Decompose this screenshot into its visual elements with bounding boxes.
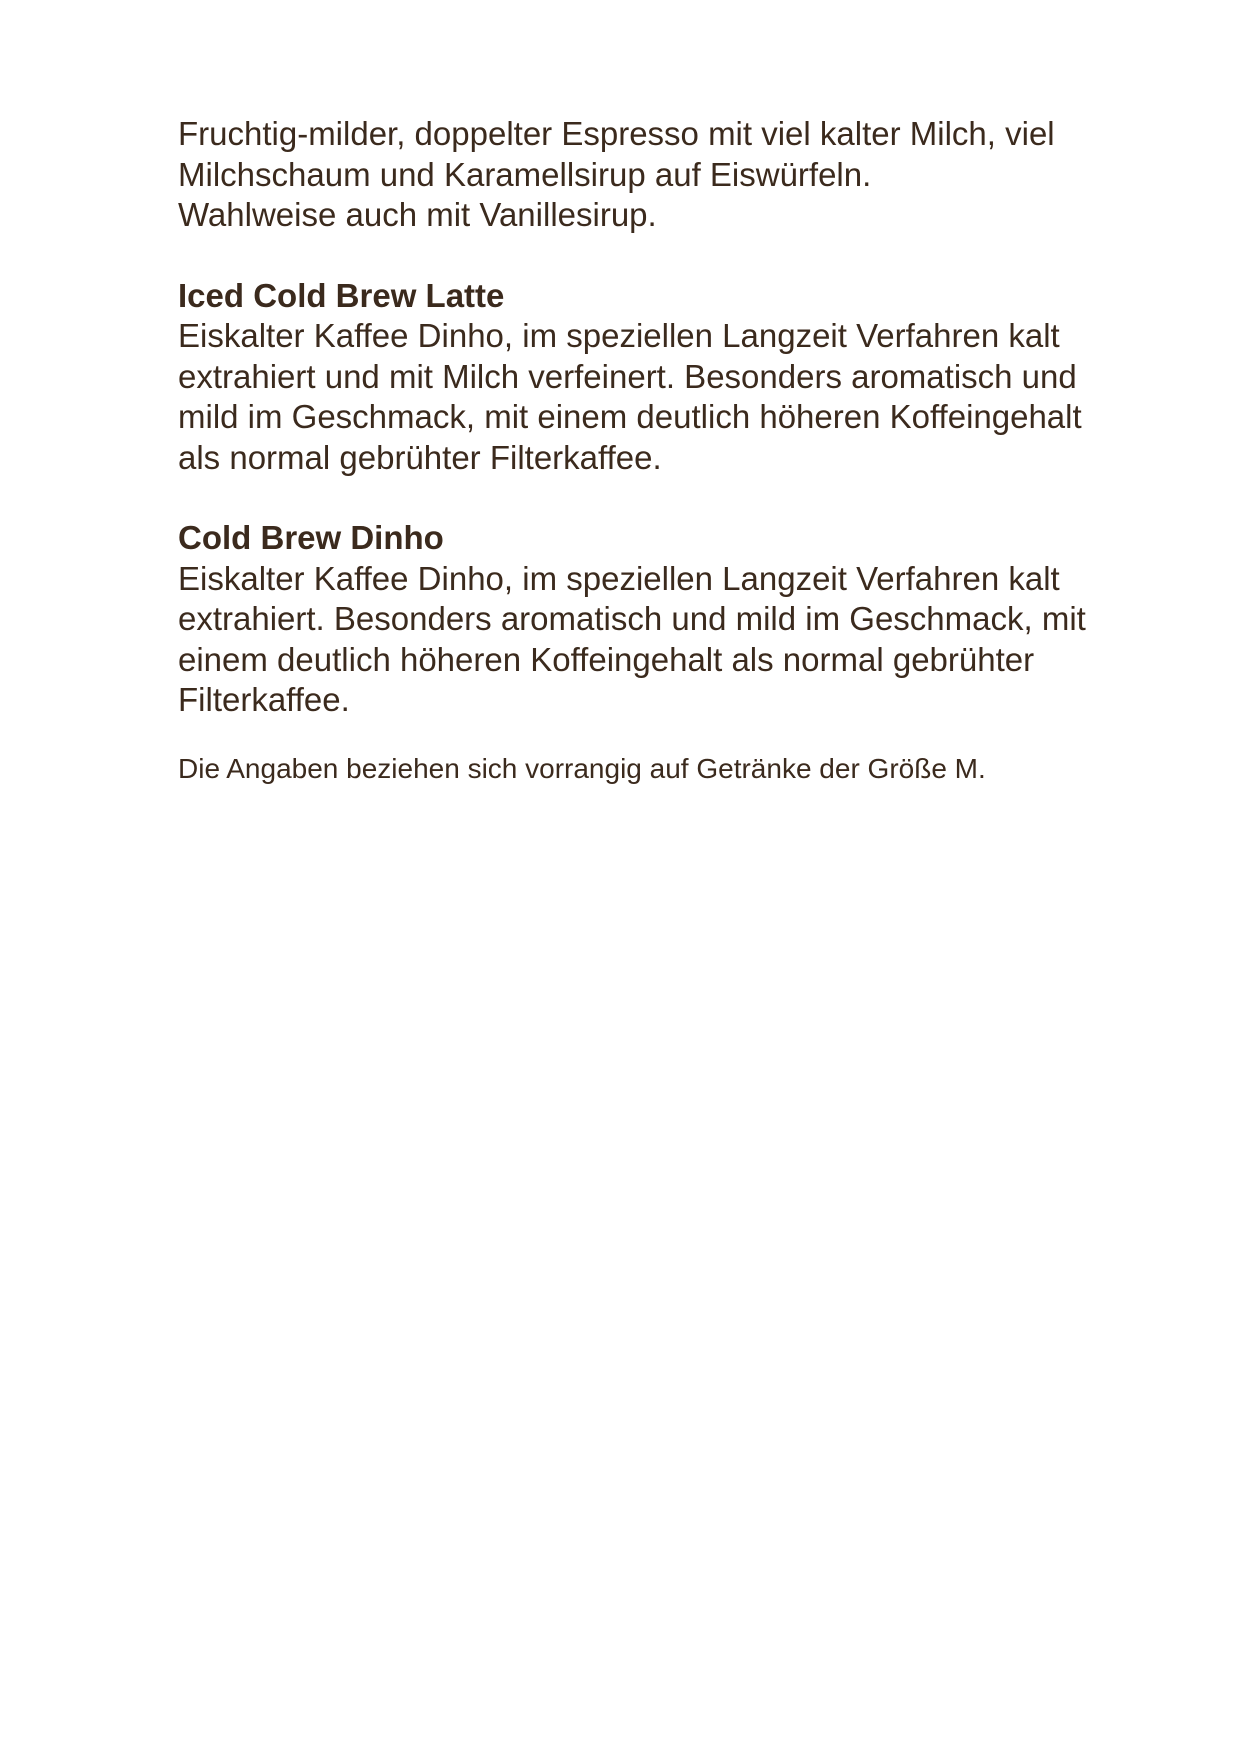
menu-item-description-line: Filterkaffee. [178,681,350,718]
menu-item-description-line: einem deutlich höheren Koffeingehalt als normal gebrühter [178,640,1035,678]
intro-line: Wahlweise auch mit Vanillesirup. [178,196,657,233]
menu-item-title: Iced Cold Brew Latte [178,276,505,314]
menu-item-description-line: Eiskalter Kaffee Dinho, im speziellen Langzeit Verfahren kalt [178,317,1060,354]
menu-item-description-line: Eiskalter Kaffee Dinho, im speziellen Langzeit Verfahren kalt [178,559,1060,597]
intro-line: Fruchtig-milder, doppelter Espresso mit viel kalter Milch, viel [178,115,1055,152]
menu-item-description-line: extrahiert. Besonders aromatisch und mild im Geschmack, mit [178,600,1086,637]
menu-item-title: Cold Brew Dinho [178,519,444,556]
menu-item-description-line: extrahiert und mit Milch verfeinert. Besonders aromatisch und [178,357,1077,395]
spacer [178,236,1168,276]
menu-item-description-line: mild im Geschmack, mit einem deutlich höheren Koffeingehalt [178,398,1082,435]
intro-line: Milchschaum und Karamellsirup auf Eiswürfeln. [178,155,872,193]
menu-item-iced-cold-brew-latte [178,276,1168,479]
menu-item-description-line: als normal gebrühter Filterkaffee. [178,438,662,476]
footnote: Die Angaben beziehen sich vorrangig auf Getränke der Größe M. [178,752,986,784]
spacer [178,478,1168,518]
intro-description [178,114,1168,236]
menu-page [178,114,1168,787]
menu-item-cold-brew-dinho [178,518,1168,721]
